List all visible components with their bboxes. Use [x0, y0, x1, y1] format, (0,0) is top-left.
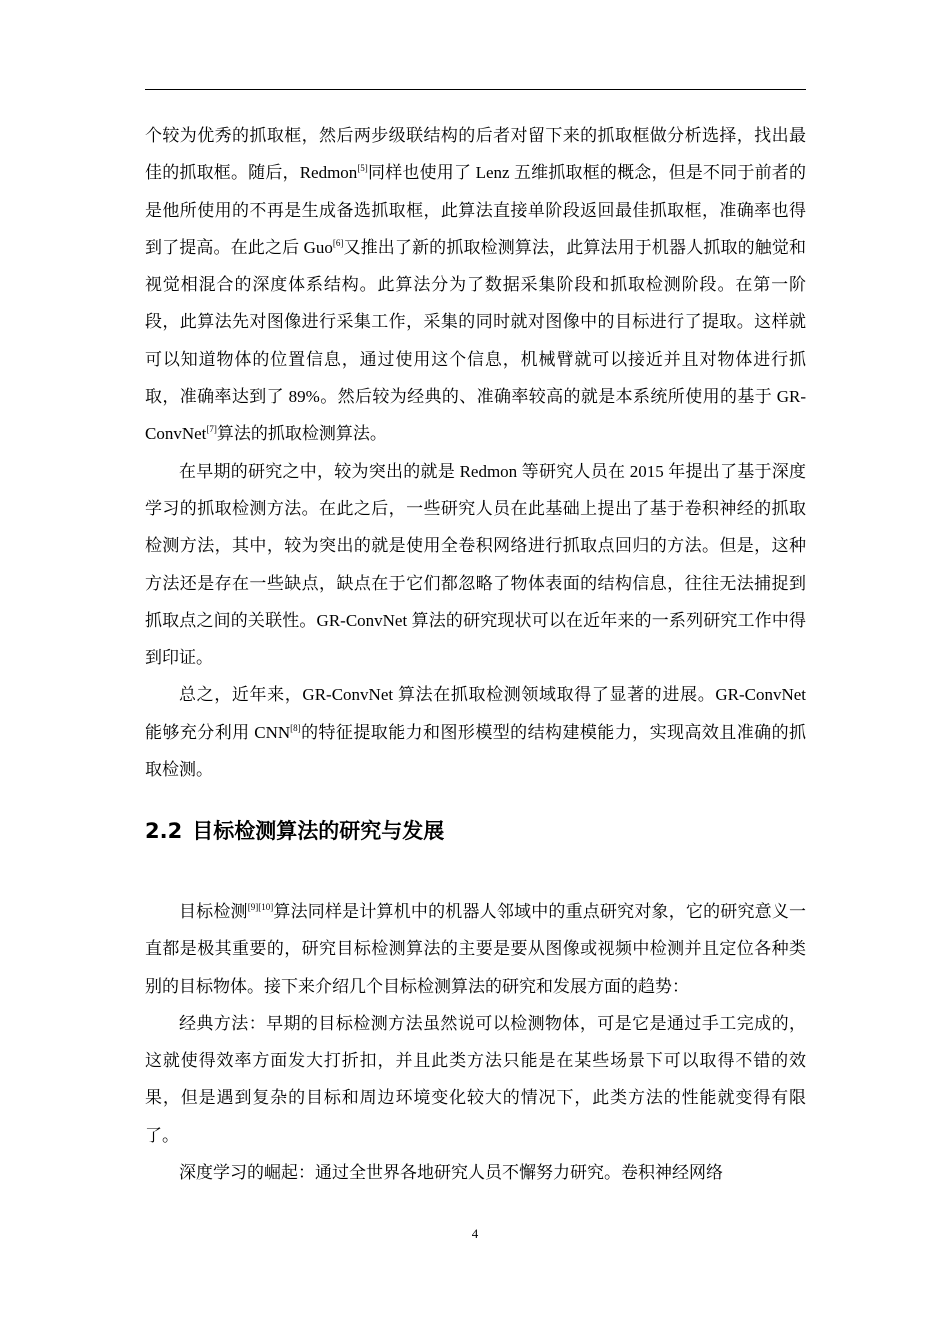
- paragraph-deep-learning: 深度学习的崛起：通过全世界各地研究人员不懈努力研究。卷积神经网络: [179, 1163, 723, 1183]
- citation-ref[interactable]: [8]: [290, 722, 301, 733]
- section-heading: [145, 813, 444, 849]
- paragraph-object-detection: 目标检测[9][10]算法同样是计算机中的机器人邻域中的重点研究对象，它的研究意义一直都是极其重要的，研究目标检测算法的主要是要从图像或视频中检测并且定位各种类别的目标物体。接下来介绍几个目标检测算法的研究和发展方面的趋势：: [145, 902, 807, 996]
- page-number: 4: [471, 1226, 479, 1241]
- body-block-1: [145, 117, 806, 788]
- paragraph-classic-methods: 经典方法：早期的目标检测方法虽然说可以检测物体，可是它是通过手工完成的，这就使得效率方面发大打折扣，并且此类方法只能是在某些场景下可以取得不错的效果，但是遇到复杂的目标和周边环境变化较大的情况下，此类方法的性能就变得有限了。: [145, 1013, 806, 1145]
- header-rule: [145, 89, 806, 90]
- paragraph-early-research: 在早期的研究之中，较为突出的就是 Redmon 等研究人员在 2015 年提出了基于深度学习的抓取检测方法。在此之后，一些研究人员在此基础上提出了基于卷积神经的抓取检测方法，其中，较为突出的就是使用全卷积网络进行抓取点回归的方法。但是，这种方法还是存在一些缺点，缺点在于它们都忽略了物体表面的结构信息，往往无法捕捉到抓取点之间的关联性。GR-ConvNet 算法的研究现状可以在近年来的一系列研究工作中得到印证。: [145, 461, 806, 668]
- body-block-2: [145, 893, 806, 1191]
- section-number: 2.2: [145, 819, 183, 843]
- citation-ref[interactable]: [9]: [247, 902, 259, 912]
- citation-ref[interactable]: [5]: [357, 163, 368, 174]
- paragraph-summary: 总之，近年来，GR-ConvNet 算法在抓取检测领域取得了显著的进展。GR-ConvNet 能够充分利用 CNN[8]的特征提取能力和图形模型的结构建模能力，实现高效且准确的抓取检测。: [145, 685, 806, 780]
- citation-ref[interactable]: [6]: [332, 237, 344, 248]
- paragraph-grasp-history: 个较为优秀的抓取框，然后两步级联结构的后者对留下来的抓取框做分析选择，找出最佳的抓取框。随后，Redmon[5]同样也使用了 Lenz 五维抓取框的概念，但是不同于前者的是他所使用的不再是生成备选抓取框，此算法直接单阶段返回最佳抓取框，准确率也得到了提高。在此之后 Guo[6]又推出了新的抓取检测算法，此算法用于机器人抓取的触觉和视觉相混合的深度体系结构。此算法分为了数据采集阶段和抓取检测阶段。在第一阶段，此算法先对图像进行采集工作，采集的同时就对图像中的目标进行了提取。这样就可以知道物体的位置信息，通过使用这个信息，机械臂就可以接近并且对物体进行抓取，准确率达到了 89%。然后较为经典的、准确率较高的就是本系统所使用的基于 GR-ConvNet[7]算法的抓取检测算法。: [145, 126, 806, 444]
- citation-ref[interactable]: [7]: [206, 424, 217, 435]
- section-title: 目标检测算法的研究与发展: [192, 819, 445, 843]
- citation-ref[interactable]: [10]: [258, 902, 274, 912]
